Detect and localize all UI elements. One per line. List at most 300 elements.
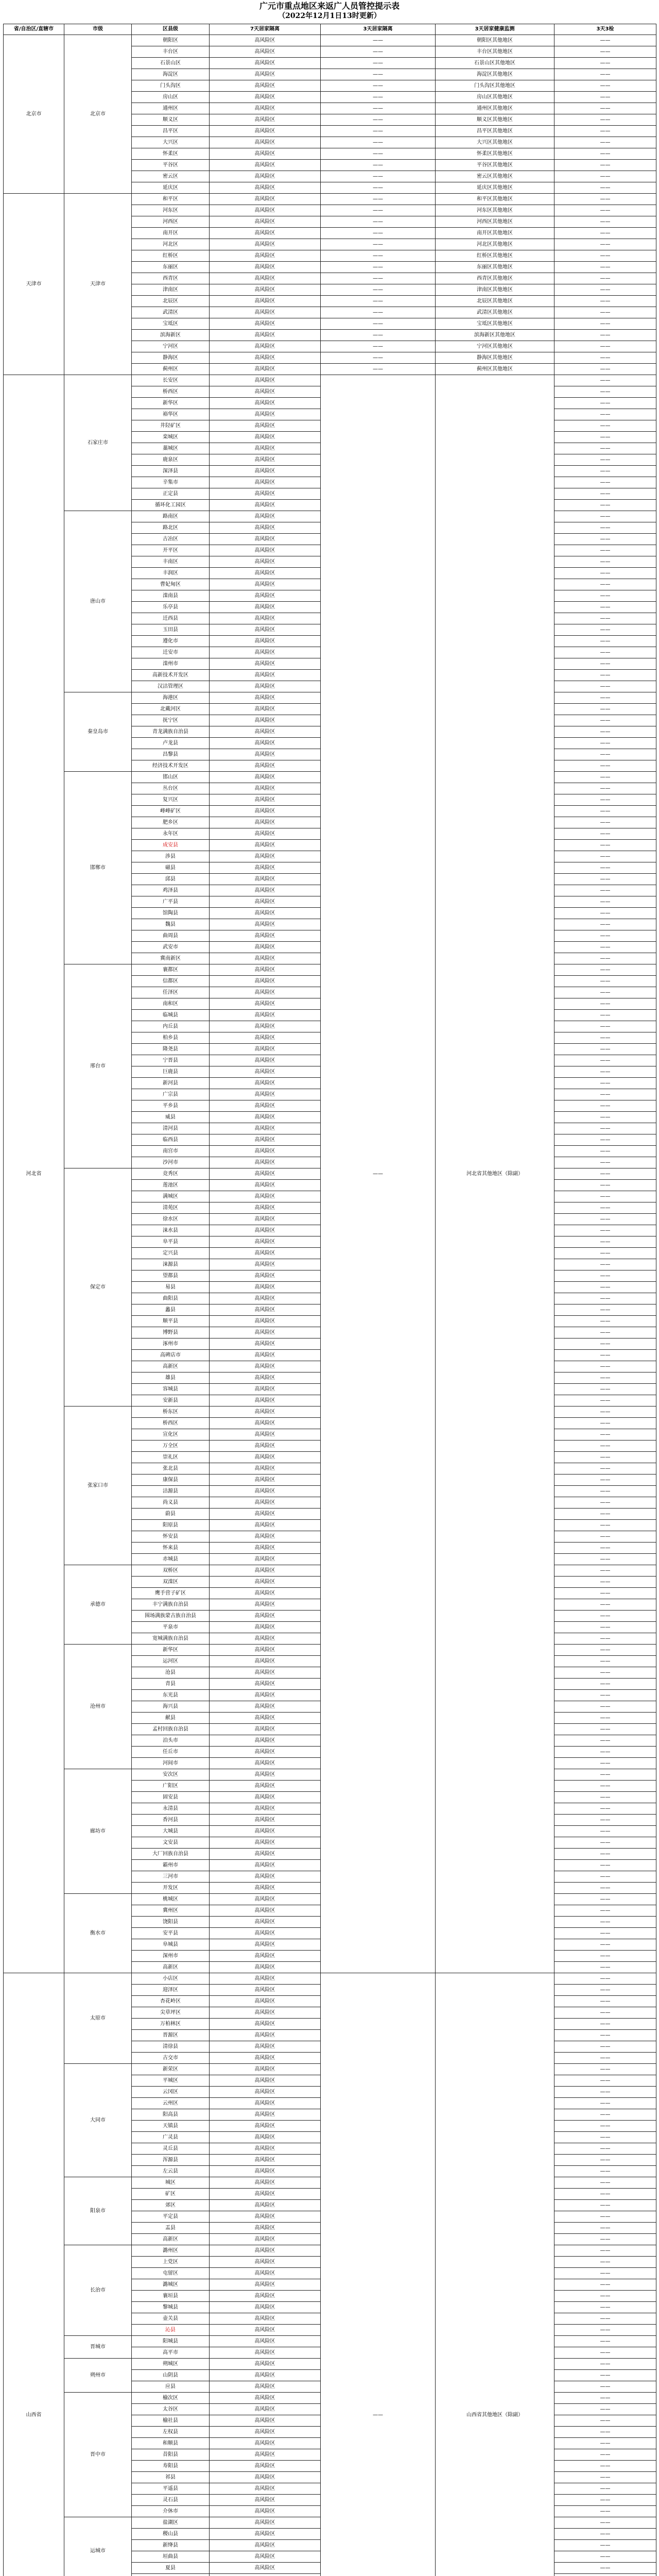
three-day-home-cell: —— — [321, 307, 436, 318]
seven-day-cell: 高风险区 — [210, 2087, 321, 2098]
district-cell: 夏县 — [132, 2563, 210, 2574]
city-cell: 廊坊市 — [64, 1769, 132, 1894]
header-3day-3test: 3天3检 — [554, 24, 656, 35]
three-test-cell: —— — [554, 2370, 656, 2381]
three-test-cell: —— — [554, 2279, 656, 2291]
seven-day-cell: 高风险区 — [210, 511, 321, 522]
seven-day-cell: 高风险区 — [210, 681, 321, 692]
three-test-cell: —— — [554, 1282, 656, 1293]
district-cell: 河西区 — [132, 216, 210, 228]
three-test-cell: —— — [554, 386, 656, 398]
three-test-cell: —— — [554, 624, 656, 636]
district-cell: 怀安县 — [132, 1531, 210, 1543]
district-cell: 河间市 — [132, 1758, 210, 1769]
district-cell: 云冈区 — [132, 2087, 210, 2098]
three-test-cell: —— — [554, 726, 656, 738]
monitor-cell: 河西区其他地区 — [436, 216, 554, 228]
monitor-cell: 蓟州区其他地区 — [436, 364, 554, 375]
seven-day-cell: 高风险区 — [210, 840, 321, 851]
seven-day-cell: 高风险区 — [210, 160, 321, 171]
district-cell: 香河县 — [132, 1815, 210, 1826]
three-test-cell: —— — [554, 919, 656, 930]
three-test-cell: —— — [554, 817, 656, 828]
three-test-cell: —— — [554, 2041, 656, 2053]
province-cell: 山西省 — [4, 1973, 64, 2576]
seven-day-cell: 高风险区 — [210, 2517, 321, 2529]
city-cell: 石家庄市 — [64, 375, 132, 511]
district-cell: 北辰区 — [132, 296, 210, 307]
district-cell: 临城县 — [132, 1010, 210, 1021]
seven-day-cell: 高风险区 — [210, 1599, 321, 1611]
three-test-cell: —— — [554, 794, 656, 806]
three-test-cell: —— — [554, 1792, 656, 1803]
monitor-cell: 和平区其他地区 — [436, 194, 554, 205]
three-test-cell: —— — [554, 1418, 656, 1429]
seven-day-cell: 高风险区 — [210, 1656, 321, 1667]
district-cell: 浑源县 — [132, 2155, 210, 2166]
three-test-cell: —— — [554, 1758, 656, 1769]
three-test-cell: —— — [554, 568, 656, 579]
seven-day-cell: 高风险区 — [210, 613, 321, 624]
seven-day-cell: 高风险区 — [210, 1338, 321, 1350]
three-test-cell: —— — [554, 1747, 656, 1758]
three-test-cell: —— — [554, 1962, 656, 1973]
city-cell: 太原市 — [64, 1973, 132, 2064]
seven-day-cell: 高风险区 — [210, 2381, 321, 2393]
district-cell: 赤城县 — [132, 1554, 210, 1565]
district-cell: 天镇县 — [132, 2121, 210, 2132]
district-cell: 东丽区 — [132, 262, 210, 273]
seven-day-cell: 高风险区 — [210, 817, 321, 828]
seven-day-cell: 高风险区 — [210, 1112, 321, 1123]
district-cell: 鹿泉区 — [132, 454, 210, 466]
district-cell: 丰润区 — [132, 568, 210, 579]
district-cell: 阳原县 — [132, 1520, 210, 1531]
three-day-home-cell: —— — [321, 228, 436, 239]
monitor-cell: 通州区其他地区 — [436, 103, 554, 114]
district-cell: 武清区 — [132, 307, 210, 318]
district-cell: 云州区 — [132, 2098, 210, 2109]
three-day-home-cell: —— — [321, 216, 436, 228]
table-body — [4, 35, 656, 2576]
district-cell: 大厂回族自治县 — [132, 1849, 210, 1860]
three-day-home-cell: —— — [321, 352, 436, 364]
seven-day-cell: 高风险区 — [210, 851, 321, 862]
seven-day-cell: 高风险区 — [210, 2200, 321, 2211]
district-cell: 小店区 — [132, 1973, 210, 1985]
district-cell: 滨海新区 — [132, 330, 210, 341]
district-cell: 古冶区 — [132, 534, 210, 545]
seven-day-cell: 高风险区 — [210, 2483, 321, 2495]
seven-day-cell: 高风险区 — [210, 80, 321, 92]
seven-day-cell: 高风险区 — [210, 1293, 321, 1304]
district-cell: 高碑店市 — [132, 1350, 210, 1361]
district-cell: 肥乡区 — [132, 817, 210, 828]
three-test-cell: —— — [554, 1236, 656, 1248]
three-test-cell: —— — [554, 2359, 656, 2370]
seven-day-cell: 高风险区 — [210, 1543, 321, 1554]
seven-day-cell: 高风险区 — [210, 1157, 321, 1168]
three-test-cell: —— — [554, 2109, 656, 2121]
three-test-cell: —— — [554, 2415, 656, 2427]
seven-day-cell: 高风险区 — [210, 1985, 321, 1996]
district-cell: 黎城县 — [132, 2302, 210, 2313]
seven-day-cell: 高风险区 — [210, 1055, 321, 1066]
seven-day-cell: 高风险区 — [210, 1361, 321, 1372]
city-cell: 保定市 — [64, 1168, 132, 1406]
seven-day-cell: 高风险区 — [210, 2121, 321, 2132]
seven-day-cell: 高风险区 — [210, 1032, 321, 1044]
three-test-cell: —— — [554, 1304, 656, 1316]
district-cell: 盂县 — [132, 2223, 210, 2234]
seven-day-cell: 高风险区 — [210, 772, 321, 783]
seven-day-cell: 高风险区 — [210, 2064, 321, 2075]
three-test-cell: —— — [554, 851, 656, 862]
three-test-cell: —— — [554, 1078, 656, 1089]
seven-day-cell: 高风险区 — [210, 262, 321, 273]
seven-day-cell: 高风险区 — [210, 1622, 321, 1633]
seven-day-cell: 高风险区 — [210, 1871, 321, 1883]
district-cell: 宽城满族自治县 — [132, 1633, 210, 1645]
three-test-cell: —— — [554, 692, 656, 704]
seven-day-cell: 高风险区 — [210, 2563, 321, 2574]
three-test-cell: —— — [554, 1599, 656, 1611]
district-cell: 清河县 — [132, 1123, 210, 1134]
table-row — [4, 194, 656, 205]
three-day-home-cell: —— — [321, 330, 436, 341]
district-cell: 灵石县 — [132, 2495, 210, 2506]
district-cell: 新华区 — [132, 398, 210, 409]
city-cell: 晋城市 — [64, 2336, 132, 2359]
district-cell: 平泉市 — [132, 1622, 210, 1633]
district-cell: 滦南县 — [132, 590, 210, 602]
seven-day-cell: 高风险区 — [210, 2155, 321, 2166]
seven-day-cell: 高风险区 — [210, 1044, 321, 1055]
seven-day-cell: 高风险区 — [210, 953, 321, 964]
seven-day-cell: 高风险区 — [210, 1951, 321, 1962]
seven-day-cell: 高风险区 — [210, 1440, 321, 1452]
three-test-cell: —— — [554, 1032, 656, 1044]
seven-day-cell: 高风险区 — [210, 692, 321, 704]
monitor-cell: 海淀区其他地区 — [436, 69, 554, 80]
seven-day-cell: 高风险区 — [210, 1803, 321, 1815]
three-test-cell: —— — [554, 1905, 656, 1917]
three-test-cell: —— — [554, 1951, 656, 1962]
province-cell: 北京市 — [4, 35, 64, 194]
seven-day-cell: 高风险区 — [210, 749, 321, 760]
seven-day-cell: 高风险区 — [210, 2053, 321, 2064]
three-test-cell: —— — [554, 1633, 656, 1645]
three-test-cell: —— — [554, 432, 656, 443]
district-cell: 新绛县 — [132, 2540, 210, 2551]
three-test-cell: —— — [554, 1361, 656, 1372]
seven-day-cell: 高风险区 — [210, 647, 321, 658]
district-cell: 经济技术开发区 — [132, 760, 210, 772]
district-cell: 深州市 — [132, 1951, 210, 1962]
district-cell: 昌黎县 — [132, 749, 210, 760]
monitor-cell: 红桥区其他地区 — [436, 250, 554, 262]
three-test-cell: —— — [554, 681, 656, 692]
three-test-cell: —— — [554, 840, 656, 851]
seven-day-cell: 高风险区 — [210, 2540, 321, 2551]
district-cell: 垣曲县 — [132, 2551, 210, 2563]
three-test-cell: —— — [554, 307, 656, 318]
district-cell: 永年区 — [132, 828, 210, 840]
city-cell: 阳泉市 — [64, 2177, 132, 2245]
district-cell: 丛台区 — [132, 783, 210, 794]
three-test-cell: —— — [554, 228, 656, 239]
three-test-cell: —— — [554, 1724, 656, 1735]
monitor-cell: 宁河区其他地区 — [436, 341, 554, 352]
district-cell: 潞城区 — [132, 2279, 210, 2291]
three-test-cell: —— — [554, 1316, 656, 1327]
three-test-cell: —— — [554, 2495, 656, 2506]
district-cell: 新荣区 — [132, 2064, 210, 2075]
three-test-cell: —— — [554, 636, 656, 647]
three-test-cell: —— — [554, 2177, 656, 2189]
seven-day-cell: 高风险区 — [210, 1395, 321, 1406]
three-test-cell: —— — [554, 148, 656, 160]
seven-day-cell: 高风险区 — [210, 2291, 321, 2302]
three-test-cell: —— — [554, 738, 656, 749]
three-test-cell: —— — [554, 1395, 656, 1406]
district-cell: 望都县 — [132, 1270, 210, 1282]
monitor-cell: 门头沟区其他地区 — [436, 80, 554, 92]
seven-day-cell: 高风险区 — [210, 760, 321, 772]
seven-day-cell: 高风险区 — [210, 2529, 321, 2540]
three-test-cell: —— — [554, 1735, 656, 1747]
district-cell: 深泽县 — [132, 466, 210, 477]
three-test-cell: —— — [554, 1837, 656, 1849]
district-cell: 广宗县 — [132, 1089, 210, 1100]
district-cell: 汉沽管理区 — [132, 681, 210, 692]
seven-day-cell: 高风险区 — [210, 2415, 321, 2427]
three-test-cell: —— — [554, 296, 656, 307]
district-cell: 左云县 — [132, 2166, 210, 2177]
seven-day-cell: 高风险区 — [210, 273, 321, 284]
seven-day-cell: 高风险区 — [210, 568, 321, 579]
three-test-cell: —— — [554, 1713, 656, 1724]
three-test-cell: —— — [554, 998, 656, 1010]
three-test-cell: —— — [554, 1475, 656, 1486]
seven-day-cell: 高风险区 — [210, 1191, 321, 1202]
district-cell: 山阴县 — [132, 2370, 210, 2381]
three-test-cell: —— — [554, 1894, 656, 1905]
seven-day-cell: 高风险区 — [210, 998, 321, 1010]
three-day-home-cell: —— — [321, 239, 436, 250]
three-test-cell: —— — [554, 488, 656, 500]
seven-day-cell: 高风险区 — [210, 2427, 321, 2438]
three-day-home-cell: —— — [321, 375, 436, 1973]
district-cell: 蔚县 — [132, 1509, 210, 1520]
three-test-cell: —— — [554, 2381, 656, 2393]
three-test-cell: —— — [554, 2257, 656, 2268]
district-cell: 沁县 — [132, 2325, 210, 2336]
seven-day-cell: 高风险区 — [210, 1406, 321, 1418]
seven-day-cell: 高风险区 — [210, 2279, 321, 2291]
three-test-cell: —— — [554, 658, 656, 670]
seven-day-cell: 高风险区 — [210, 1962, 321, 1973]
seven-day-cell: 高风险区 — [210, 1747, 321, 1758]
three-test-cell: —— — [554, 466, 656, 477]
three-test-cell: —— — [554, 262, 656, 273]
seven-day-cell: 高风险区 — [210, 1939, 321, 1951]
district-cell: 阜平县 — [132, 1236, 210, 1248]
seven-day-cell: 高风险区 — [210, 1327, 321, 1338]
header-7day-home: 7天居家隔离 — [210, 24, 321, 35]
seven-day-cell: 高风险区 — [210, 1531, 321, 1543]
monitor-cell: 丰台区其他地区 — [436, 46, 554, 58]
seven-day-cell: 高风险区 — [210, 1894, 321, 1905]
seven-day-cell: 高风险区 — [210, 1690, 321, 1701]
district-cell: 冀南新区 — [132, 953, 210, 964]
three-test-cell: —— — [554, 862, 656, 874]
district-cell: 曲周县 — [132, 930, 210, 942]
three-test-cell: —— — [554, 1044, 656, 1055]
district-cell: 桥东区 — [132, 1406, 210, 1418]
seven-day-cell: 高风险区 — [210, 386, 321, 398]
seven-day-cell: 高风险区 — [210, 1168, 321, 1180]
three-test-cell: —— — [554, 477, 656, 488]
district-cell: 遵化市 — [132, 636, 210, 647]
seven-day-cell: 高风险区 — [210, 1679, 321, 1690]
seven-day-cell: 高风险区 — [210, 171, 321, 182]
district-cell: 循环化工园区 — [132, 500, 210, 511]
three-test-cell: —— — [554, 454, 656, 466]
monitor-cell: 静海区其他地区 — [436, 352, 554, 364]
header-district: 区县级 — [132, 24, 210, 35]
district-cell: 丰宁满族自治县 — [132, 1599, 210, 1611]
three-test-cell: —— — [554, 2449, 656, 2461]
three-test-cell: —— — [554, 1690, 656, 1701]
three-test-cell: —— — [554, 2064, 656, 2075]
three-test-cell: —— — [554, 1327, 656, 1338]
district-cell: 崇礼区 — [132, 1452, 210, 1463]
seven-day-cell: 高风险区 — [210, 1928, 321, 1939]
three-day-home-cell: —— — [321, 318, 436, 330]
district-cell: 朝阳区 — [132, 35, 210, 46]
district-cell: 武安市 — [132, 942, 210, 953]
district-cell: 双滦区 — [132, 1577, 210, 1588]
district-cell: 榆次区 — [132, 2393, 210, 2404]
three-test-cell: —— — [554, 1656, 656, 1667]
three-test-cell: —— — [554, 500, 656, 511]
three-day-home-cell: —— — [321, 160, 436, 171]
district-cell: 安次区 — [132, 1769, 210, 1781]
three-test-cell: —— — [554, 874, 656, 885]
district-cell: 辛集市 — [132, 477, 210, 488]
three-day-home-cell: —— — [321, 58, 436, 69]
monitor-cell: 怀柔区其他地区 — [436, 148, 554, 160]
district-cell: 博野县 — [132, 1327, 210, 1338]
monitor-cell: 河东区其他地区 — [436, 205, 554, 216]
seven-day-cell: 高风险区 — [210, 1214, 321, 1225]
district-cell: 南宫市 — [132, 1146, 210, 1157]
three-test-cell: —— — [554, 1452, 656, 1463]
three-test-cell: —— — [554, 534, 656, 545]
monitor-cell: 密云区其他地区 — [436, 171, 554, 182]
district-cell: 文安县 — [132, 1837, 210, 1849]
seven-day-cell: 高风险区 — [210, 1259, 321, 1270]
seven-day-cell: 高风险区 — [210, 1577, 321, 1588]
seven-day-cell: 高风险区 — [210, 114, 321, 126]
three-test-cell: —— — [554, 1543, 656, 1554]
three-test-cell: —— — [554, 1021, 656, 1032]
three-test-cell: —— — [554, 1815, 656, 1826]
three-test-cell: —— — [554, 2019, 656, 2030]
seven-day-cell: 高风险区 — [210, 579, 321, 590]
three-day-home-cell: —— — [321, 194, 436, 205]
district-cell: 涿州市 — [132, 1338, 210, 1350]
district-cell: 内丘县 — [132, 1021, 210, 1032]
district-cell: 寿阳县 — [132, 2461, 210, 2472]
seven-day-cell: 高风险区 — [210, 2166, 321, 2177]
seven-day-cell: 高风险区 — [210, 1917, 321, 1928]
three-test-cell: —— — [554, 194, 656, 205]
three-test-cell: —— — [554, 1293, 656, 1304]
district-cell: 和顺县 — [132, 2438, 210, 2449]
three-test-cell: —— — [554, 2540, 656, 2551]
district-cell: 高新区 — [132, 2234, 210, 2245]
three-test-cell: —— — [554, 1803, 656, 1815]
three-test-cell: —— — [554, 2563, 656, 2574]
district-cell: 怀柔区 — [132, 148, 210, 160]
three-test-cell: —— — [554, 749, 656, 760]
seven-day-cell: 高风险区 — [210, 2438, 321, 2449]
district-cell: 阳城县 — [132, 2336, 210, 2347]
three-test-cell: —— — [554, 613, 656, 624]
district-cell: 西青区 — [132, 273, 210, 284]
three-test-cell: —— — [554, 341, 656, 352]
district-cell: 广阳区 — [132, 1781, 210, 1792]
seven-day-cell: 高风险区 — [210, 2211, 321, 2223]
three-test-cell: —— — [554, 942, 656, 953]
three-test-cell: —— — [554, 1463, 656, 1475]
seven-day-cell: 高风险区 — [210, 670, 321, 681]
district-cell: 曹妃甸区 — [132, 579, 210, 590]
seven-day-cell: 高风险区 — [210, 205, 321, 216]
three-test-cell: —— — [554, 318, 656, 330]
district-cell: 迁西县 — [132, 613, 210, 624]
seven-day-cell: 高风险区 — [210, 1667, 321, 1679]
seven-day-cell: 高风险区 — [210, 1565, 321, 1577]
three-test-cell: —— — [554, 2075, 656, 2087]
seven-day-cell: 高风险区 — [210, 296, 321, 307]
three-day-home-cell: —— — [321, 205, 436, 216]
three-test-cell: —— — [554, 522, 656, 534]
three-test-cell: —— — [554, 114, 656, 126]
district-cell: 献县 — [132, 1713, 210, 1724]
seven-day-cell: 高风险区 — [210, 466, 321, 477]
header-3day-monitor: 3天居家健康监测 — [436, 24, 554, 35]
three-test-cell: —— — [554, 1871, 656, 1883]
seven-day-cell: 高风险区 — [210, 1735, 321, 1747]
three-test-cell: —— — [554, 1180, 656, 1191]
district-cell: 矿区 — [132, 2189, 210, 2200]
district-cell: 安新县 — [132, 1395, 210, 1406]
seven-day-cell: 高风险区 — [210, 2189, 321, 2200]
three-test-cell: —— — [554, 1259, 656, 1270]
seven-day-cell: 高风险区 — [210, 1520, 321, 1531]
district-cell: 长安区 — [132, 375, 210, 386]
seven-day-cell: 高风险区 — [210, 2461, 321, 2472]
header-city: 市级 — [64, 24, 132, 35]
district-cell: 威县 — [132, 1112, 210, 1123]
seven-day-cell: 高风险区 — [210, 182, 321, 194]
city-cell: 唐山市 — [64, 511, 132, 692]
district-cell: 永清县 — [132, 1803, 210, 1815]
seven-day-cell: 高风险区 — [210, 602, 321, 613]
